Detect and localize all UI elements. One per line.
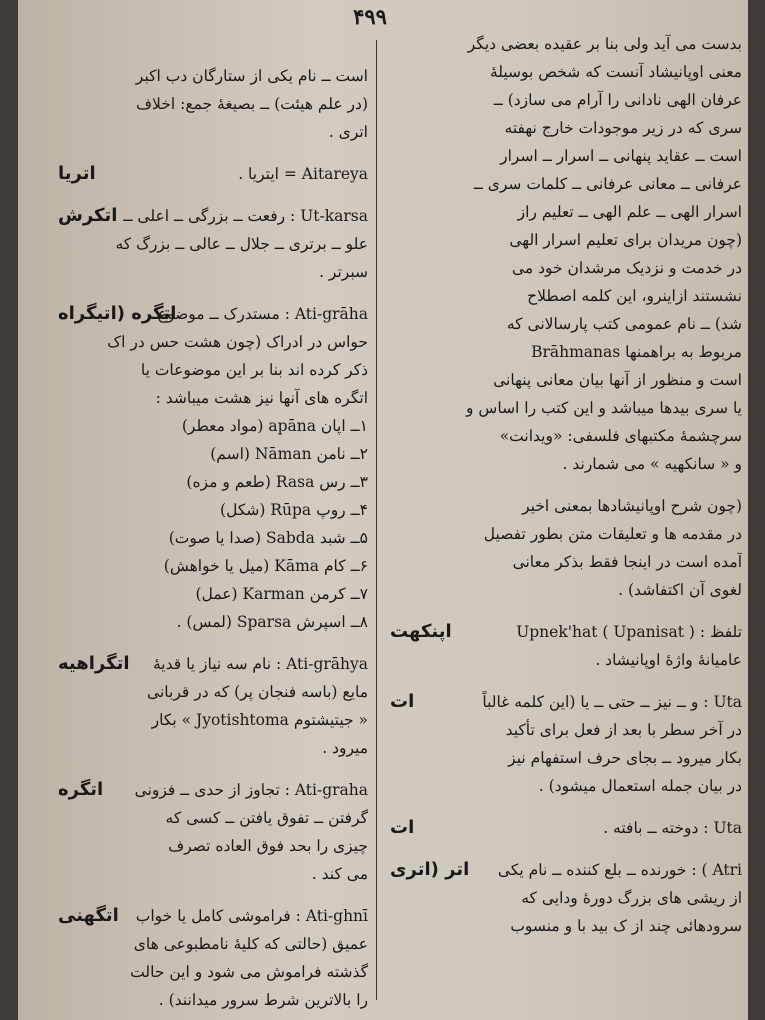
text-line: ۳ــ رس Rasa (طعم و مزه) (186, 473, 368, 491)
entry-gap (62, 146, 368, 160)
text-line: (در علم هیئت) ــ بصیغهٔ جمع: اخلاف (135, 95, 368, 113)
text-line: Uta : و ــ نیز ــ حتی ــ یا (این کلمه غالباً (482, 693, 742, 711)
text-line: سرودهائی چند از ک بید با و منسوب (510, 917, 742, 935)
entry-headword: اتگره (58, 779, 104, 800)
text-line: ۸ــ اسپرش Sparsa (لمس) . (176, 613, 368, 631)
dictionary-entry (390, 688, 742, 800)
text-line: ۷ــ کرمن Karman (عمل) (195, 585, 368, 603)
text-line: را بالاترین شرط سرور میدانند) . (158, 991, 368, 1009)
text-line: ۴ــ روپ Rūpa (شکل) (220, 501, 368, 519)
entry-gap (62, 286, 368, 300)
text-line: « جیتیشتوم Jyotishtoma » بکار (151, 711, 368, 729)
text-line: در آخر سطر با بعد از فعل برای تأکید (505, 721, 742, 739)
text-line: Ati-graha : تجاوز از حدی ــ فزونی (134, 781, 368, 799)
text-line: معنی اوپانیشاد آنست که شخص بوسیلهٔ (489, 63, 742, 81)
dictionary-page (18, 0, 748, 1020)
entry-headword: اتگراهیه (58, 653, 130, 674)
text-line: ۵ــ شبد Sabda (صدا یا صوت) (168, 529, 368, 547)
dictionary-entry (390, 856, 742, 940)
dictionary-entry (390, 618, 742, 674)
entry-gap (62, 636, 368, 650)
entry-gap (62, 188, 368, 202)
text-line: می کند . (311, 865, 368, 883)
right-column (390, 30, 742, 940)
text-line: در خدمت و نزدیک مرشدان خود می (511, 259, 742, 277)
text-line: در بیان جمله استعمال میشود) . (538, 777, 742, 795)
entry-headword: اپنکهت (390, 621, 452, 642)
text-line: است ــ عقاید پنهانی ــ اسرار ــ اسرار (500, 147, 742, 165)
text-line: گذشته فراموش می شود و این حالت (130, 963, 368, 981)
text-line: ۲ــ نامن Nāman (اسم) (210, 445, 368, 463)
text-line: مایع (باسه فنجان پر) که در قربانی (147, 683, 368, 701)
text-line: اتگره های آنها نیز هشت میباشد : (155, 389, 368, 407)
entry-gap (390, 478, 742, 492)
dictionary-entry (58, 202, 368, 286)
dictionary-entry (58, 160, 368, 188)
text-line: Atri ) : خورنده ــ بلع کننده ــ نام یکی (497, 861, 742, 879)
text-line: آمده است در اینجا فقط بذکر معانی (512, 553, 742, 571)
text-line: ذکر کرده اند بنا بر این موضوعات یا (140, 361, 368, 379)
text-line: Ati-grāhya : نام سه نیاز یا قدیهٔ (152, 655, 368, 673)
text-line: حواس در ادراک (چون هشت حس در اک (107, 333, 368, 351)
column-divider (376, 40, 377, 1000)
text-block (390, 30, 742, 478)
text-block (390, 492, 742, 604)
text-line: Aitareya = ایتریا . (238, 165, 368, 183)
text-line: نشستند ازاینرو، این کلمه اصطلاح (527, 287, 742, 305)
text-line: لغوی آن اکتفاشد) . (618, 581, 742, 599)
text-line: اسرار الهی ــ علم الهی ــ تعلیم راز (517, 203, 742, 221)
text-block (62, 62, 368, 146)
entry-gap (390, 842, 742, 856)
text-line: بکار میرود ــ بجای حرف استفهام نیز (508, 749, 742, 767)
entry-gap (62, 888, 368, 902)
text-line: یا سری بیدها میباشد و این کتب را اساس و (466, 399, 742, 417)
text-line: تلفظ : ( Upanisat ) Upnek'hat (516, 623, 742, 641)
text-line: Uta : دوخته ــ بافته . (603, 819, 742, 837)
text-line: و « سانکهیه » می شمارند . (562, 455, 742, 473)
entry-gap (390, 604, 742, 618)
text-line: سری که در زیر موجودات خارج نهفته (504, 119, 742, 137)
text-line: عرفانی ــ معانی عرفانی ــ کلمات سری ــ (473, 175, 742, 193)
dictionary-entry (390, 814, 742, 842)
text-line: Ut-karsa : رفعت ــ بزرگی ــ اعلی ــ (123, 207, 368, 225)
text-line: عرفان الهی نادانی را آرام می سازد) ــ (493, 91, 742, 109)
text-line: (چون شرح اوپانیشادها بمعنی اخیر (522, 497, 742, 515)
dictionary-entry (58, 902, 368, 1014)
entry-headword: ات (390, 817, 415, 838)
text-line: گرفتن ــ تفوق یافتن ــ کسی که (165, 809, 368, 827)
entry-gap (390, 800, 742, 814)
dictionary-entry (58, 776, 368, 888)
text-line: است و منظور از آنها بیان معانی پنهانی (493, 371, 742, 389)
text-line: Ati-grāha : مستدرک ــ موضوع (157, 305, 368, 323)
text-line: (چون مریدان برای تعلیم اسرار الهی (509, 231, 742, 249)
entry-gap (62, 762, 368, 776)
dictionary-entry (58, 650, 368, 762)
left-column (58, 62, 368, 1014)
text-line: است ــ نام یکی از ستارگان دب اکبر (135, 67, 368, 85)
text-line: ۱ــ اپان apāna (مواد معطر) (181, 417, 368, 435)
entry-headword: اتگره (اتیگراه (58, 303, 177, 324)
text-line: عمیق (حالتی که کلیهٔ نامطبوعی های (133, 935, 368, 953)
dictionary-entry (58, 300, 368, 636)
text-line: ۶ــ کام Kāma (میل یا خواهش) (163, 557, 368, 575)
entry-headword: اتگهنی (58, 905, 119, 926)
entry-headword: ات (390, 691, 415, 712)
text-line: مربوط به براهمنها Brāhmanas (531, 343, 742, 361)
text-line: میرود . (322, 739, 368, 757)
text-line: بدست می آید ولی بنا بر عقیده بعضی دیگر (467, 35, 742, 53)
text-line: Ati-ghnī : فراموشی کامل یا خواب (135, 907, 368, 925)
text-line: در مقدمه ها و تعلیقات متن بطور تفصیل (483, 525, 742, 543)
text-line: شد) ــ نام عمومی کتب پارسالانی که (506, 315, 742, 333)
entry-headword: اتر (اتری (390, 859, 470, 880)
text-line: علو ــ برتری ــ جلال ــ عالی ــ بزرگ که (115, 235, 368, 253)
text-line: سرچشمهٔ مکتبهای فلسفی: «ویدانت» (499, 427, 742, 445)
entry-headword: اتکرش (58, 205, 118, 226)
text-line: عامیانهٔ واژهٔ اوپانیشاد . (595, 651, 742, 669)
text-line: از ریشی های بزرگ دورهٔ ودایی که (521, 889, 742, 907)
text-line: اتری . (328, 123, 368, 141)
entry-headword: اتریا (58, 163, 96, 184)
text-line: سبرتر . (319, 263, 368, 281)
text-line: چیزی را بحد فوق العاده تصرف (168, 837, 368, 855)
entry-gap (390, 674, 742, 688)
page-number: ۴۹۹ (353, 4, 387, 29)
